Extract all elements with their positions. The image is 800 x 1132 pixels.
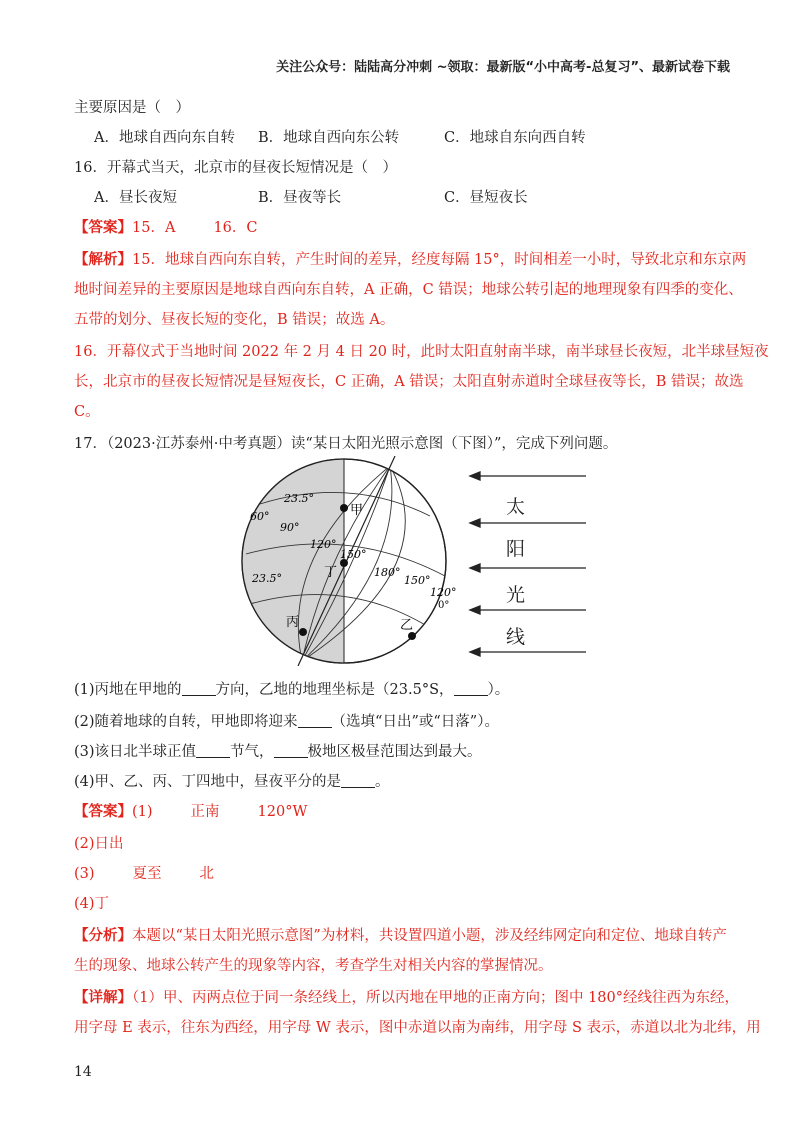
answer-17-1: 【答案】(1) 正南 120°W <box>74 803 308 820</box>
q16-question: 16．开幕式当天，北京市的昼夜长短情况是（ ） <box>74 160 397 176</box>
label-yi: 乙 <box>400 618 414 633</box>
analysis-line-6: C。 <box>74 404 100 420</box>
answer-17-2: (2)日出 <box>74 836 124 852</box>
analysis-tag: 【解析】 <box>74 251 132 268</box>
sub-question-1: (1)丙地在甲地的 方向，乙地的地理坐标是（23.5°S， ）。 <box>74 682 510 698</box>
label-lon90: 90° <box>280 521 300 534</box>
sun-char-1: 太 <box>506 496 526 518</box>
sub-question-4: (4)甲、乙、丙、丁四地中，昼夜平分的是 。 <box>74 774 390 790</box>
answer-tag: 【答案】 <box>74 219 132 236</box>
label-lat-n: 23.5° <box>284 492 314 505</box>
label-zero: 0° <box>438 600 450 611</box>
sub-question-2: (2)随着地球的自转，甲地即将迎来 （选填“日出”或“日落”）。 <box>74 714 499 730</box>
detail-line-1: 【详解】（1）甲、丙两点位于同一条经线上，所以丙地在甲地的正南方向；图中 180°经线往西为东经， <box>74 989 740 1006</box>
point-yi <box>408 632 416 640</box>
analysis2-line-1: 【分析】本题以“某日太阳光照示意图”为材料，共设置四道小题，涉及经纬网定向和定位、地球自转产 <box>74 927 727 944</box>
answer-15: 15．A <box>132 220 176 236</box>
label-lon120e: 120° <box>430 586 457 599</box>
q16-option-c: C．昼短夜长 <box>444 190 528 206</box>
q16-option-b: B．昼夜等长 <box>258 190 342 206</box>
analysis2-line-2: 生的现象、地球公转产生的现象等内容，考查学生对相关内容的掌握情况。 <box>74 958 553 974</box>
q17-question: 17．（2023·江苏泰州·中考真题）读“某日太阳光照示意图（下图）”，完成下列问题。 <box>74 436 618 452</box>
q16-option-a: A．昼长夜短 <box>94 190 177 206</box>
answer-15-16 <box>74 218 257 238</box>
sun-char-4: 线 <box>506 626 526 648</box>
analysis-line-2: 地时间差异的主要原因是地球自西向东自转，A 正确，C 错误；地球公转引起的地理现象有四季的变化、 <box>74 282 743 298</box>
label-jia: 甲 <box>350 503 364 518</box>
label-lon60: 60° <box>250 510 270 523</box>
label-bing: 丙 <box>286 615 300 630</box>
q15-option-c: C．地球自东向西自转 <box>444 130 586 146</box>
detail-line-2: 用字母 E 表示，往东为西经，用字母 W 表示，图中赤道以南为南纬，用字母 S 表示，赤道以北为北纬，用 <box>74 1020 761 1036</box>
analysis-line-1: 【解析】15．地球自西向东自转，产生时间的差异，经度每隔 15°，时间相差一小时，导致北京和东京两 <box>74 251 747 268</box>
answer-17-3: (3) 夏至 北 <box>74 866 215 882</box>
page-number: 14 <box>74 1064 92 1080</box>
page-header: 关注公众号：陆陆高分冲刺 ~领取：最新版“小中高考-总复习”、最新试卷下载 <box>276 60 730 75</box>
label-lon180: 180° <box>374 566 401 579</box>
label-lon150: 150° <box>340 548 367 561</box>
analysis-line-4: 16．开幕仪式于当地时间 2022 年 2 月 4 日 20 时，此时太阳直射南半球，南半球昼长夜短，北半球昼短夜 <box>74 344 769 360</box>
sun-char-2: 阳 <box>506 538 526 560</box>
q15-option-b: B．地球自西向东公转 <box>258 130 400 146</box>
point-jia <box>340 504 348 512</box>
answer-17-4: (4)丁 <box>74 896 110 912</box>
analysis-line-5: 长，北京市的昼夜长短情况是昼短夜长，C 正确，A 错误；太阳直射赤道时全球昼夜等长，B 错误；故选 <box>74 374 744 390</box>
sunlight-arrows <box>468 462 588 662</box>
label-lat-s: 23.5° <box>252 572 282 585</box>
label-ding: 丁 <box>324 565 338 580</box>
label-lon150e: 150° <box>404 574 431 587</box>
sun-char-3: 光 <box>506 584 526 606</box>
label-lon120: 120° <box>310 538 337 551</box>
answer-16: 16．C <box>213 220 258 236</box>
analysis-line-3: 五带的划分、昼夜长短的变化，B 错误；故选 A。 <box>74 312 395 328</box>
q15-option-a: A．地球自西向东自转 <box>94 130 235 146</box>
point-bing <box>299 628 307 636</box>
sub-question-3: (3)该日北半球正值 节气， 极地区极昼范围达到最大。 <box>74 744 482 760</box>
q15-tail: 主要原因是（ ） <box>74 100 190 116</box>
